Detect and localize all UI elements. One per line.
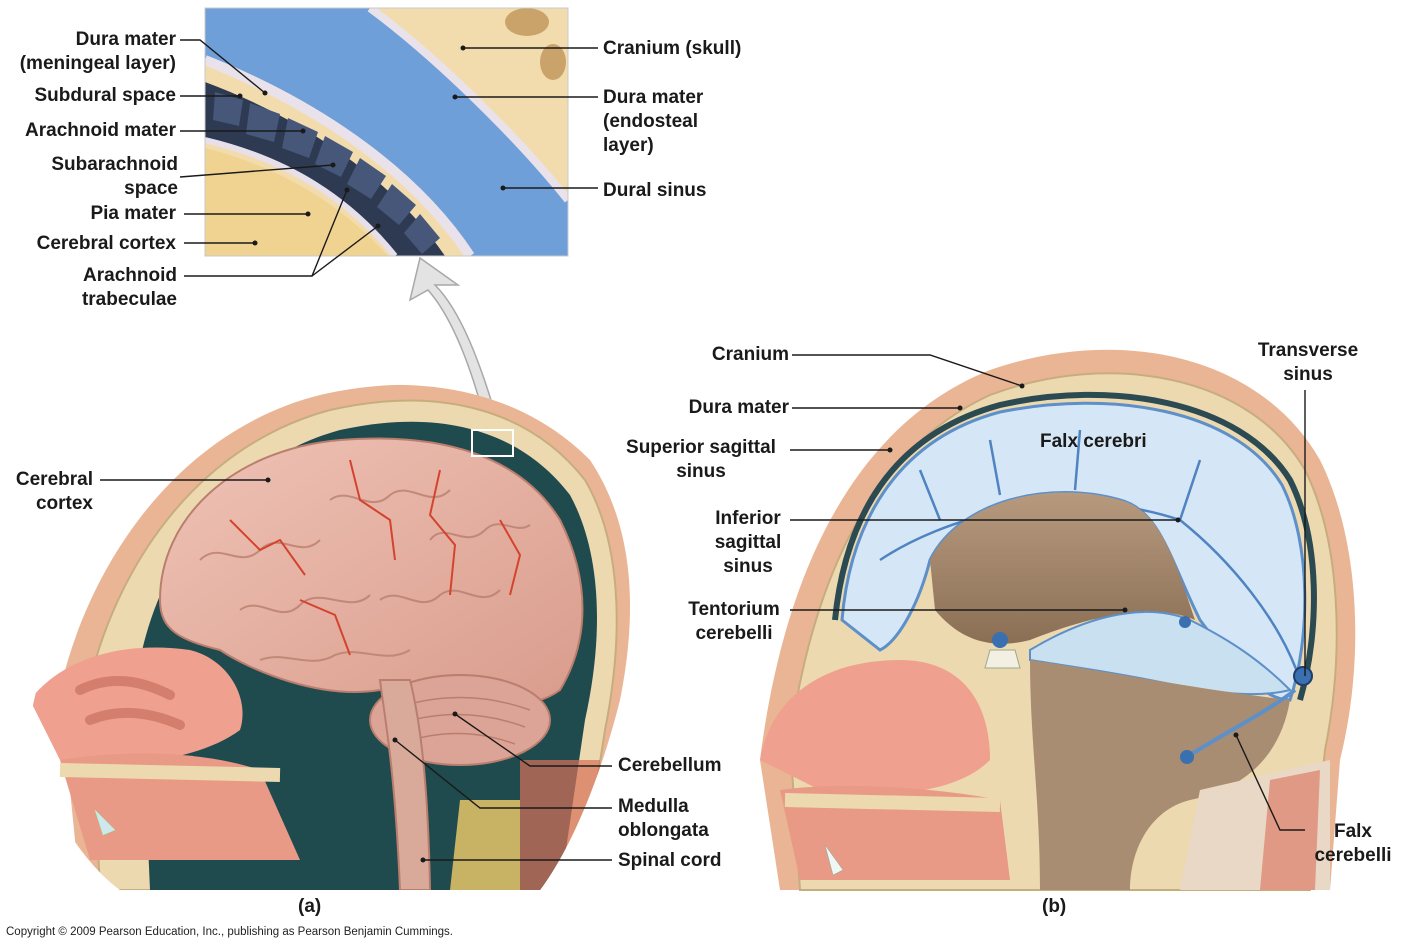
label-arachnoid-trabeculae: [0, 264, 177, 312]
label-spinal-cord: Spinal cord: [618, 850, 722, 871]
label-line: sinus: [723, 556, 773, 577]
label-line: (meningeal layer): [19, 53, 176, 74]
label-line: sinus: [1283, 364, 1333, 385]
label-cranium: Cranium: [711, 344, 789, 365]
label-medulla-oblongata: [618, 795, 709, 843]
label-dura-mater: Dura mater: [688, 397, 789, 418]
label-inset-cerebral-cortex: Cerebral cortex: [36, 233, 176, 254]
label-transverse-sinus: [1245, 339, 1371, 387]
sinus-dot: [1179, 616, 1191, 628]
label-cranium-skull: Cranium (skull): [603, 38, 742, 59]
neck-fat-a: [450, 800, 520, 890]
label-line: oblongata: [618, 820, 709, 841]
label-line: Cerebral: [15, 469, 93, 490]
caption-a: (a): [298, 896, 322, 917]
caption-b: (b): [1042, 896, 1067, 917]
palate-a: [60, 770, 280, 775]
transverse-sinus-b: [1294, 667, 1312, 685]
label-falx-cerebri: Falx cerebri: [1040, 431, 1147, 452]
label-line: cerebelli: [1314, 845, 1392, 866]
label-line: (endosteal: [603, 111, 699, 132]
label-inferior-sagittal-sinus: [702, 507, 794, 579]
label-line: sinus: [676, 461, 726, 482]
sella-b: [985, 650, 1020, 668]
label-line: Tentorium: [688, 599, 780, 620]
copyright-notice: Copyright © 2009 Pearson Education, Inc., publishing as Pearson Benjamin Cummings.: [6, 926, 453, 938]
label-line: Transverse: [1257, 340, 1359, 361]
label-line: trabeculae: [81, 289, 177, 310]
sinus-dot: [992, 632, 1008, 648]
label-cerebellum: Cerebellum: [618, 755, 722, 776]
bone-cell: [505, 8, 549, 36]
label-superior-sagittal-sinus: [610, 436, 792, 484]
label-dural-sinus: Dural sinus: [603, 180, 707, 201]
label-line: Subarachnoid: [51, 154, 178, 175]
label-pia-mater: Pia mater: [90, 203, 176, 224]
label-line: Arachnoid: [83, 265, 177, 286]
label-line: layer): [603, 135, 654, 156]
label-line: cortex: [35, 493, 93, 514]
label-arachnoid-mater: Arachnoid mater: [25, 120, 176, 141]
meninges-inset: [205, 8, 568, 256]
label-line: sagittal: [714, 532, 782, 553]
label-line: Inferior: [715, 508, 781, 529]
head-a: [20, 380, 660, 900]
label-subarachnoid-space: [0, 153, 178, 201]
label-line: Medulla: [618, 796, 689, 817]
label-line: Falx: [1333, 821, 1373, 842]
sinus-dot: [1180, 750, 1194, 764]
palate-b: [785, 800, 1000, 805]
label-falx-cerebelli: [1305, 820, 1401, 868]
label-line: cerebelli: [695, 623, 773, 644]
label-dura-meningeal: [0, 28, 176, 76]
label-line: Dura mater: [603, 87, 704, 108]
label-line: space: [124, 178, 178, 199]
label-dura-endosteal: [603, 86, 703, 158]
label-line: Superior sagittal: [626, 437, 776, 458]
label-line: Dura mater: [75, 29, 176, 50]
neck-muscle-a: [520, 760, 605, 890]
label-cerebral-cortex: [0, 468, 93, 516]
label-tentorium-cerebelli: [676, 598, 792, 646]
label-subdural-space: Subdural space: [34, 85, 176, 106]
bone-cell: [540, 44, 566, 80]
